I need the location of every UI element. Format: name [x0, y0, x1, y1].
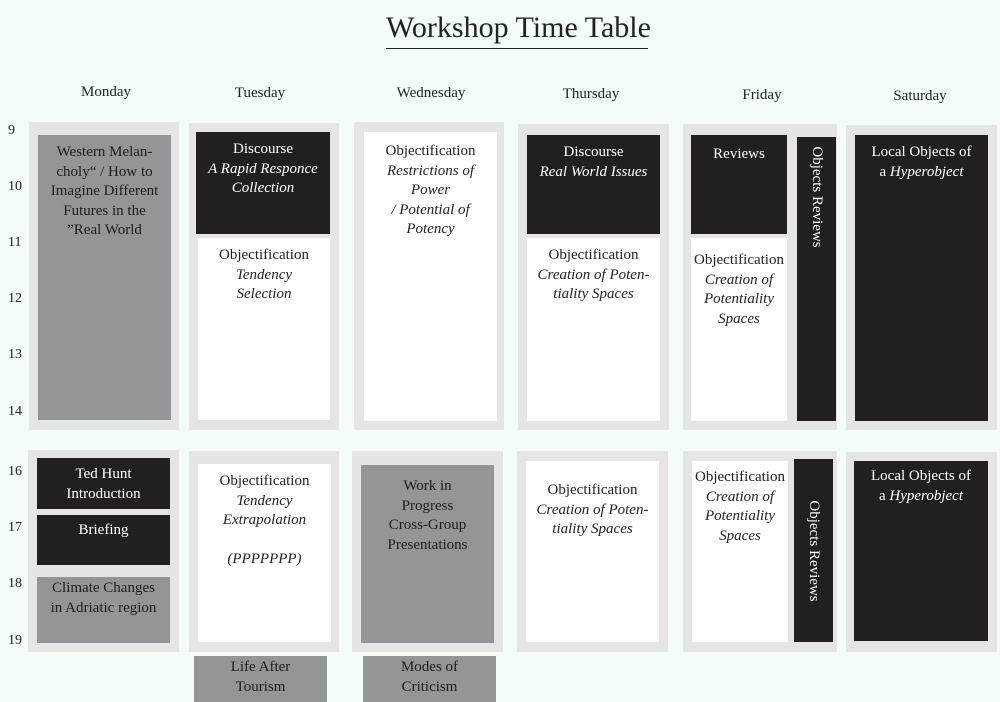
session-subtitle: Tendency — [236, 492, 293, 509]
session-line: choly“ / How to — [56, 163, 153, 180]
session-title: Objects Reviews — [808, 146, 825, 248]
session-friday-afternoon-objects-reviews[interactable] — [794, 459, 833, 642]
hour-label: 18 — [8, 576, 22, 591]
session-wednesday-afternoon[interactable] — [361, 465, 494, 643]
session-wednesday-morning[interactable] — [364, 132, 497, 421]
hour-label: 14 — [8, 404, 22, 419]
session-subtitle: Spaces — [718, 310, 760, 327]
session-tuesday-evening[interactable] — [194, 656, 327, 702]
hour-label: 12 — [8, 291, 22, 306]
session-subtitle: Potentiality — [704, 291, 774, 307]
session-subtitle: Potency — [406, 221, 455, 237]
session-friday-objectification[interactable] — [691, 238, 787, 421]
session-wednesday-evening[interactable] — [363, 656, 496, 702]
session-title: Objectification — [548, 247, 639, 263]
session-subtitle: Creation of — [704, 271, 774, 288]
session-line: Ted Hunt — [75, 466, 132, 482]
day-header-saturday: Saturday — [893, 88, 947, 104]
day-header-monday: Monday — [81, 84, 131, 100]
session-subtitle: tiality Spaces — [552, 521, 633, 537]
session-line: Imagine Different — [50, 183, 159, 199]
session-line: Criticism — [401, 678, 458, 695]
session-line: Modes of — [400, 659, 459, 675]
session-subtitle: Spaces — [719, 527, 761, 544]
session-saturday-afternoon[interactable] — [854, 461, 988, 641]
session-subtitle: Creation of — [705, 488, 775, 505]
session-line: Futures in the — [63, 202, 146, 219]
hour-label: 19 — [8, 633, 22, 648]
session-monday-climate[interactable] — [37, 577, 170, 643]
session-line: Climate Changes — [52, 580, 155, 596]
day-header-thursday: Thursday — [562, 86, 620, 102]
day-header-wednesday: Wednesday — [396, 85, 466, 101]
session-line: Presentations — [387, 536, 468, 553]
session-title: Local Objects of — [871, 144, 972, 160]
session-subtitle: tiality Spaces — [553, 286, 634, 302]
session-subtitle: Tendency — [235, 266, 293, 283]
session-line: Western Melan- — [56, 144, 153, 160]
session-subtitle: Power — [410, 182, 451, 198]
session-subtitle: Selection — [236, 286, 292, 302]
session-title: Reviews — [713, 146, 765, 162]
page-title: Workshop Time Table — [386, 10, 648, 49]
day-header-friday: Friday — [742, 87, 782, 103]
session-subtitle: Creation of Poten- — [536, 501, 649, 518]
day-header-tuesday: Tuesday — [234, 85, 286, 101]
session-subtitle: / Potential of — [391, 201, 470, 218]
session-note: (PPPPPPP) — [227, 550, 302, 567]
session-friday-objects-reviews[interactable] — [797, 137, 836, 421]
session-title: Objects Reviews — [805, 499, 822, 602]
session-subtitle: Real World Issues — [539, 163, 648, 180]
session-subtitle: Hyperobject — [889, 487, 963, 504]
session-title: a — [878, 487, 886, 504]
hour-label: 11 — [8, 235, 22, 250]
hour-label: 13 — [8, 347, 22, 362]
session-thursday-objectification[interactable] — [527, 238, 660, 421]
session-subtitle: Creation of Poten- — [537, 266, 650, 283]
session-title: Local Objects of — [871, 468, 971, 484]
session-monday-briefing[interactable] — [37, 515, 170, 565]
session-tuesday-objectification[interactable] — [198, 238, 330, 420]
session-line: Introduction — [66, 485, 141, 502]
session-title: Discourse — [233, 141, 293, 157]
session-title: a — [879, 163, 887, 180]
session-tuesday-afternoon[interactable] — [198, 464, 331, 642]
session-title: Objectification — [219, 473, 310, 489]
session-line: Work in — [403, 478, 452, 494]
session-subtitle: Extrapolation — [222, 512, 307, 528]
session-subtitle: Collection — [231, 180, 295, 196]
hour-label: 17 — [8, 520, 22, 535]
session-line: Cross-Group — [388, 517, 467, 533]
session-line: in Adriatic region — [50, 599, 157, 616]
hour-label: 9 — [8, 123, 15, 138]
hour-label: 10 — [8, 179, 22, 194]
session-line: Tourism — [235, 678, 286, 695]
session-subtitle: Potentiality — [705, 508, 775, 524]
session-title: Objectification — [547, 482, 638, 498]
session-line: Progress — [401, 497, 454, 514]
session-line: Briefing — [78, 522, 129, 538]
session-title: Objectification — [695, 469, 785, 485]
session-title: Discourse — [563, 144, 624, 160]
session-subtitle: A Rapid Responce — [208, 160, 318, 177]
session-monday-intro[interactable] — [37, 458, 170, 509]
session-thursday-discourse[interactable] — [527, 135, 660, 234]
session-saturday-morning[interactable] — [855, 135, 988, 421]
session-subtitle: Hyperobject — [889, 163, 964, 180]
session-friday-afternoon[interactable] — [692, 461, 788, 642]
session-friday-reviews[interactable] — [691, 135, 787, 234]
hour-label: 16 — [8, 464, 22, 479]
session-line: ”Real World — [67, 222, 142, 238]
session-title: Objectification — [385, 143, 476, 159]
session-title: Objectification — [219, 247, 309, 263]
session-subtitle: Restrictions of — [386, 162, 475, 179]
session-line: Life After — [230, 659, 291, 675]
session-thursday-afternoon[interactable] — [526, 461, 659, 642]
session-tuesday-discourse[interactable] — [196, 132, 330, 234]
session-monday-morning[interactable] — [38, 135, 171, 420]
session-title: Objectification — [694, 252, 784, 268]
